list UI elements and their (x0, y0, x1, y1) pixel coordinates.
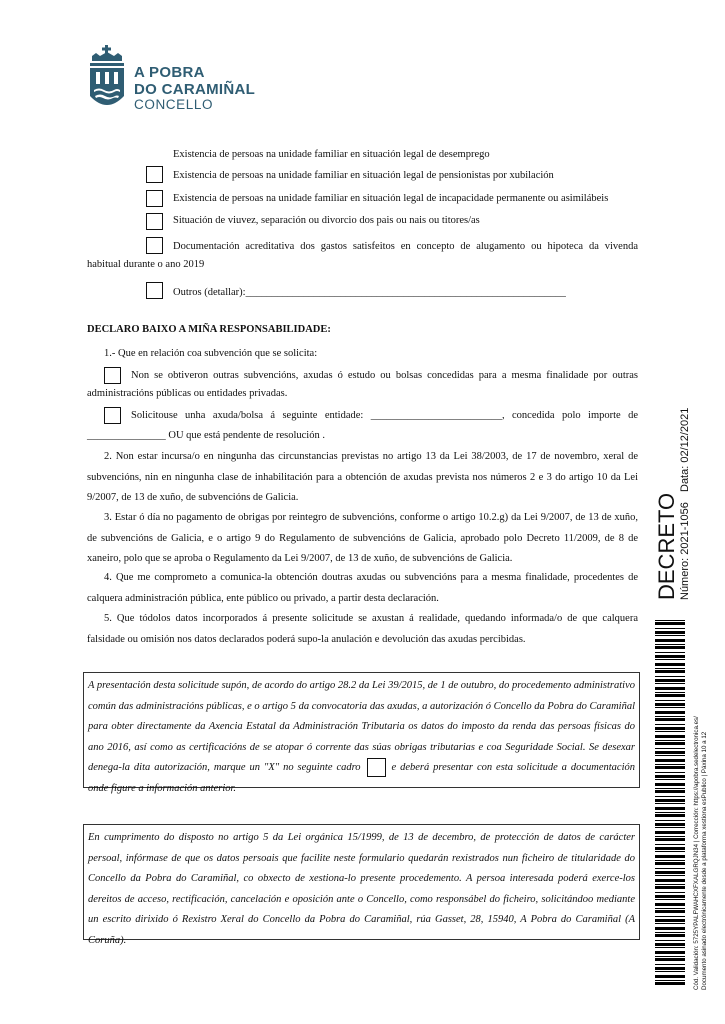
declaration-item-4: 4. Que me comprometo a comunica-la obtención doutras axudas ou subvencións para a mesma finalidade, procedentes de calquera administración pública, ente público ou privado, a partir desta declaración. (87, 572, 638, 604)
checklist-item-housing-line1: Documentación acreditativa dos gastos satisfeitos en concepto de alugamento ou hipoteca da vivenda (173, 241, 638, 252)
tax-authorization-notice (83, 672, 640, 794)
checklist-item-others[interactable]: Outros (detallar):_____________________________________________________________ (173, 287, 566, 298)
coat-of-arms-icon (86, 44, 128, 116)
checkbox-disability[interactable] (146, 190, 163, 207)
declaration-item-3: 3. Estar ó día no pagamento de obrigas por reintegro de subvencións, conforme o artigo 10.2.g) da Lei 9/2007, de 13 de xuño, de subvencións de Galicia, e o artigo 9 do Regulamento de subvencións de Galicia, aprobado polo Decreto 11/2009, de 8 de xaneiro, polo que se aproba o Regulamento da Lei 9/2007, de 13 de xuño, de subvencións de Galicia. (87, 512, 638, 564)
checklist-item-disability: Existencia de persoas na unidade familiar en situación legal de incapacidade permanente ou asimilábeis (173, 193, 609, 204)
declaration-item-2: 2. Non estar incursa/o en ningunha das circunstancias previstas no artigo 13 da Lei 38/2003, de 17 de novembro, xeral de subvencións, nin en ningunha clase de inhabilitación para a obtención de axudas prevista nos números 2 e 3 do artigo 10 da Lei 9/2007, de 13 de xuño, de subvencións de Galicia. (87, 451, 638, 503)
declaration-item-1: 1.- Que en relación coa subvención que se solicita: (104, 348, 318, 359)
option-no-other-subsidies-line1: Non se obtiveron outras subvencións, axudas ó estudo ou bolsas concedidas para a mesma finalidade por outras (131, 370, 638, 381)
tax-authorization-text-before: A presentación desta solicitude supón, de acordo do artigo 28.2 da Lei 39/2015, de 1 de outubro, do procedemento administrativo común das administracións públicas, e o artigo 5 da convocatoria das axudas, a autorización ó Concello da Pobra do Caramiñal para obter directamente da Axencia Estatal da Administración Tributaria os datos do imposto da renda das persoas físicas do ano 2016, así como as certificacións de se atopar ó corrente das súas obrigas tributarias e coa Seguridade Social. Se desexar denega-la dita autorización, marque un "X" no seguinte cadro (88, 680, 635, 773)
checkbox-widowhood[interactable] (146, 213, 163, 230)
logo-line-1: A POBRA (134, 64, 205, 81)
checklist-item-pensioners: Existencia de persoas na unidade familiar en situación legal de pensionistas por xubilación (173, 170, 554, 181)
checklist-item-unemployment: Existencia de persoas na unidade familiar en situación legal de desemprego (173, 149, 490, 160)
checkbox-no-other-subsidies[interactable] (104, 367, 121, 384)
declaration-item-5: 5. Que tódolos datos incorporados á presente solicitude se axustan á realidade, quedando informada/o de que calquera falsidade ou omisión nos datos declarados poderá supo-la anulación e devolución das axudas percibidas. (87, 613, 638, 645)
declaration-heading: DECLARO BAIXO A MIÑA RESPONSABILIDADE: (87, 324, 331, 335)
checkbox-deny-authorization[interactable] (367, 758, 386, 777)
checkbox-housing-expenses[interactable] (146, 237, 163, 254)
decreto-date: Data: 02/12/2021 (679, 407, 691, 492)
data-protection-text: En cumprimento do disposto no artigo 5 da Lei orgánica 15/1999, de 13 de decembro, de protección de datos de carácter persoal, infórmase de que os datos persoais que facilite neste formulario quedarán rexistrados nun ficheiro de titularidade do Concello da Pobra do Caramiñal, co obxecto de xestiona-lo presente procedemento. A persoa interesada poderá exerce-los dereitos de acceso, rectificación, cancelación e oposición ante o Concello, como responsábel do ficheiro, solicitándoo mediante un escrito dirixido ó Rexistro Xeral do Concello da Pobra do Caramiñal, rúa Gasset, 28, 15940, A Pobra do Caramiñal (A Coruña). (88, 832, 635, 946)
logo-line-2: DO CARAMIÑAL (134, 81, 256, 98)
checkbox-other-aid-requested[interactable] (104, 407, 121, 424)
option-no-other-subsidies-line2: administracións públicas ou entidades privadas. (87, 388, 288, 399)
tax-authorization-text (88, 676, 635, 799)
checklist-item-widowhood: Situación de viuvez, separación ou divorcio dos pais ou nais ou titores/as (173, 215, 480, 226)
data-protection-notice (83, 824, 640, 946)
option-other-aid-line1: Solicitouse unha axuda/bolsa á seguinte entidade: _________________________, concedida polo importe de (131, 410, 638, 421)
tax-authorization-text-after: e deberá presentar con esta solicitude a documentación onde figure a información anterior. (88, 762, 636, 794)
checkbox-others[interactable] (146, 282, 163, 299)
logo-line-3: CONCELLO (134, 97, 214, 112)
barcode-icon (655, 620, 685, 988)
logo (86, 44, 256, 116)
option-other-aid-line2: _______________ OU que está pendente de resolución . (87, 430, 325, 441)
checkbox-pensioners[interactable] (146, 166, 163, 183)
checklist-item-housing-line2: habitual durante o ano 2019 (87, 259, 205, 270)
decreto-number: Número: 2021-1056 (679, 502, 691, 600)
decreto-label: DECRETO (654, 492, 679, 600)
validation-code: Cód. Validación: 5725YPALFWAHCXFXALGRQJN34 | Corrección: https://apobra.sedelectronica.es/ (693, 716, 700, 990)
signature-platform-note: Documento asinado electrónicamente desde a plataforma xestiona esPublico | Páxina 10 a 12 (701, 731, 708, 990)
